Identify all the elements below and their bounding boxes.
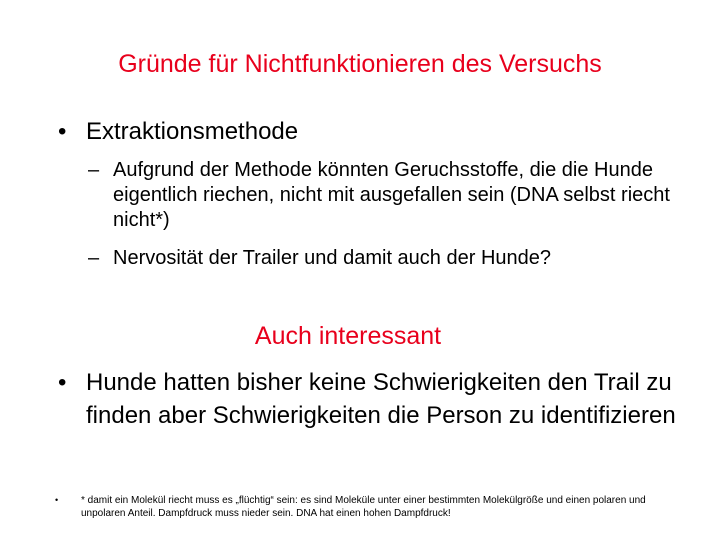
section-heading-auch-interessant: Auch interessant [254, 322, 442, 350]
subpoint-text: Aufgrund der Methode könnten Geruchsstoffe, die die Hunde eigentlich riechen, nicht mit ausgefallen sein (DNA selbst riecht nicht*) [113, 159, 670, 231]
subpoint-dash: – [88, 247, 100, 269]
bullet-dot: • [58, 369, 67, 396]
slide-title: Gründe für Nichtfunktionieren des Versuchs [118, 50, 602, 78]
bullet-heading: Extraktionsmethode [86, 118, 299, 145]
footnote-text: * damit ein Molekül riecht muss es „flüchtig“ sein: es sind Moleküle unter einer bestimmten Molekülgröße und einen polaren und unpolaren Anteil. Dampfdruck muss nieder sein. DNA hat einen hohen Dampfdruck! [81, 495, 646, 519]
bullet-text: Hunde hatten bisher keine Schwierigkeiten den Trail zu finden aber Schwierigkeiten die Person zu identifizieren [86, 369, 676, 429]
subpoint-text: Nervosität der Trailer und damit auch der Hunde? [113, 247, 552, 269]
bullet-dot: • [58, 118, 67, 145]
subpoint-dash: – [88, 159, 100, 181]
footnote-bullet: • [55, 495, 59, 505]
